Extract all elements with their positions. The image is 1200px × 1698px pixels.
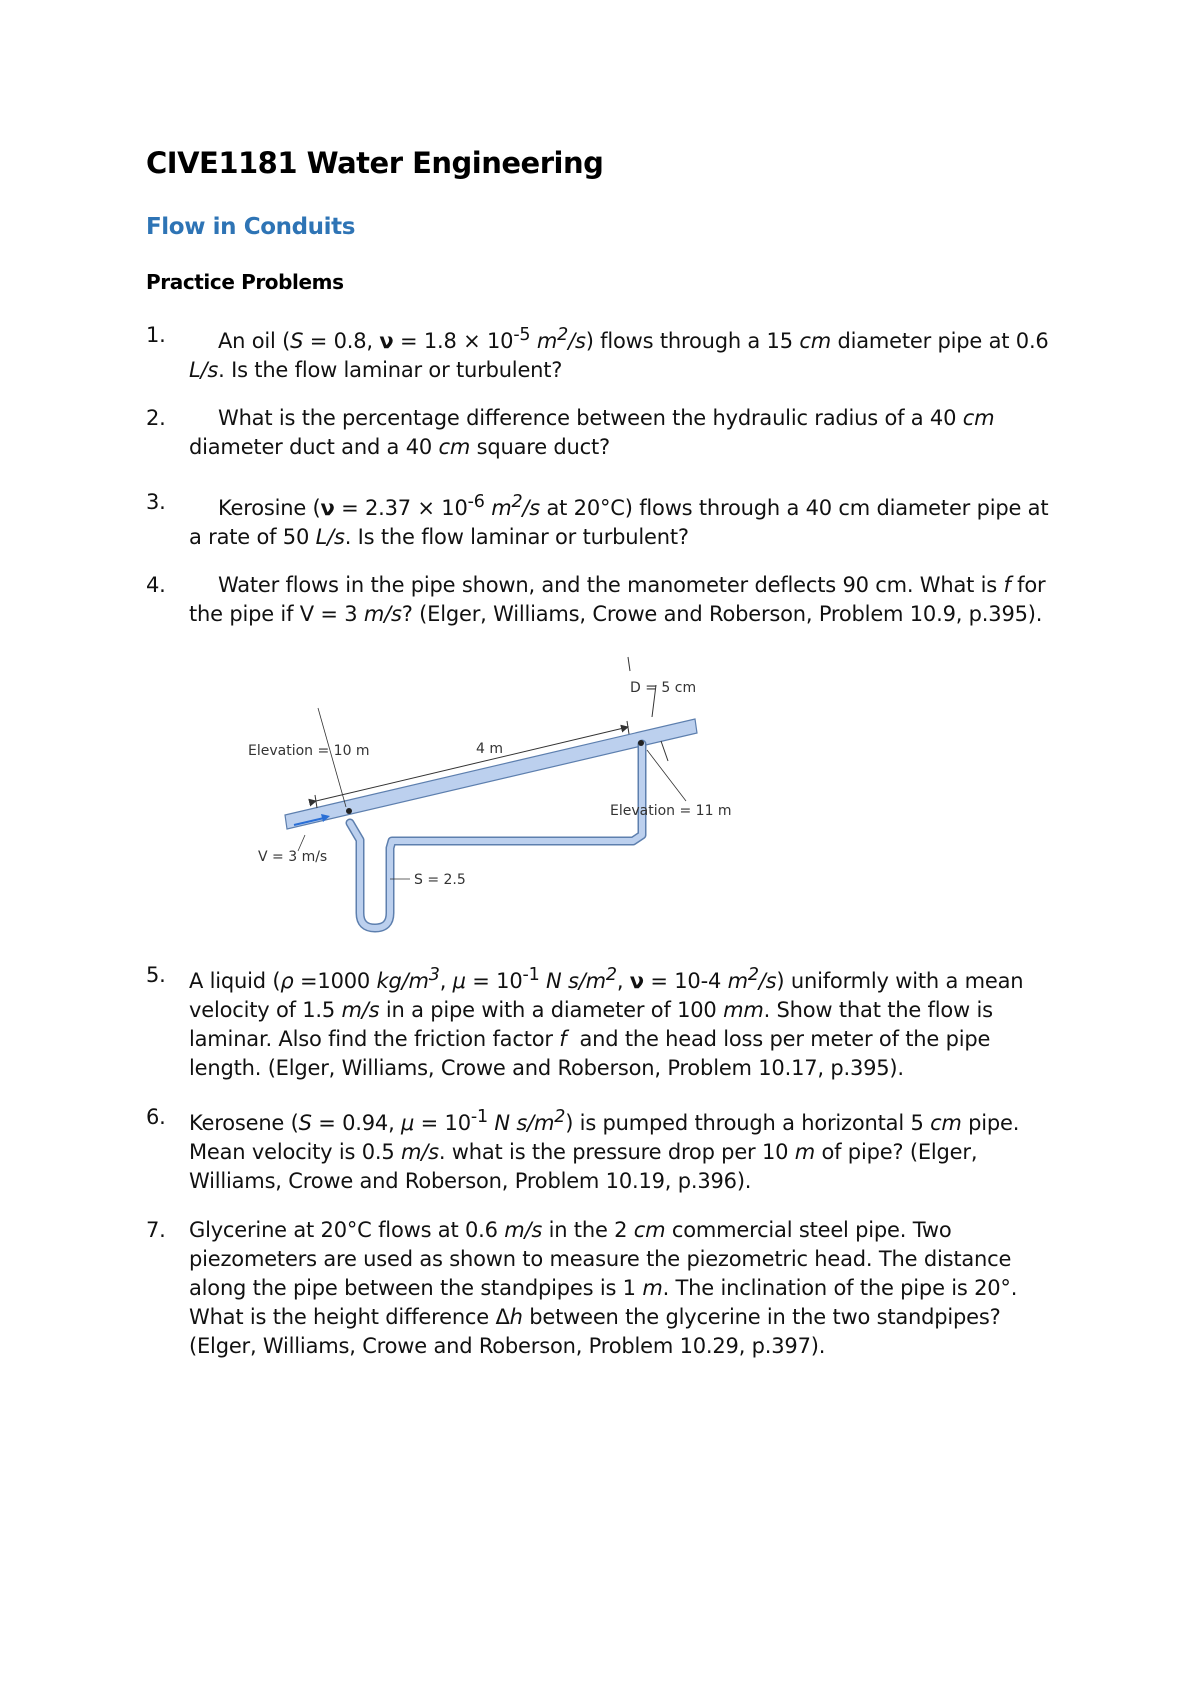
diameter-leader: [628, 657, 630, 671]
problem-number: 3.: [146, 490, 166, 514]
section-heading: Practice Problems: [146, 270, 344, 294]
tap-point-right: [638, 740, 644, 746]
tap-point-left: [346, 808, 352, 814]
problem-text: Water flows in the pipe shown, and the manometer deflects 90 cm. What is f for the pipe if V = 3 m/s? (Elger, Williams, Crowe and Roberson, Problem 10.9, p.395).: [189, 573, 1046, 626]
specific-gravity-label: S = 2.5: [414, 872, 466, 888]
elevation-right-label: Elevation = 11 m: [610, 803, 732, 819]
diameter-label: D = 5 cm: [630, 680, 697, 696]
problem-1: [146, 321, 1066, 385]
problem-number: 1.: [146, 323, 166, 347]
problem-number: 5.: [146, 963, 166, 987]
document-title: CIVE1181 Water Engineering: [146, 146, 604, 180]
problem-text: What is the percentage difference between the hydraulic radius of a 40 cm diameter duct and a 40 cm square duct?: [189, 406, 995, 459]
dimension-tick-left: [315, 795, 317, 808]
problem-4: [146, 571, 1066, 629]
problem-7: [146, 1216, 1066, 1361]
document-subtitle: Flow in Conduits: [146, 214, 355, 240]
problem-text: An oil (S = 0.8, $\nu = 1.8 \times 10^{-5}$ $m^2/s$) flows through a 15 cm diameter pipe at 0.6 L/s. Is the flow laminar or turbulent?: [189, 325, 1049, 382]
velocity-label: V = 3 m/s: [258, 849, 328, 865]
problem-text: Kerosene (S = 0.94, $\mu = 10^{-1}$ N $s/m^2$) is pumped through a horizontal 5 cm pipe. Mean velocity is 0.5 m/s. what is the pressure drop per 10 m of pipe? (Elger, Williams, Crowe and Roberson, Problem 10.19, p.396).: [189, 1107, 1020, 1193]
problem-2: [146, 404, 1066, 462]
manometer-diagram: [248, 675, 738, 937]
problem-3: [146, 488, 1066, 552]
problem-5: [146, 961, 1066, 1083]
diameter-arrow-bottom: [661, 741, 668, 761]
problem-6: [146, 1103, 1066, 1196]
problem-number: 2.: [146, 406, 166, 430]
problem-number: 7.: [146, 1218, 166, 1242]
manometer-figure: [248, 675, 738, 941]
problem-number: 6.: [146, 1105, 166, 1129]
problem-text: A liquid (ρ =1000 $kg/m^3$, $\mu = 10^{-1}$ N $s/m^2$, ν = 10-4 $m^2/s$) uniformly with a mean velocity of 1.5 m/s in a pipe with a diameter of 100 mm. Show that the flow is laminar. Also find the friction factor f and the head loss per meter of the pipe length. (Elger, Williams, Crowe and Roberson, Problem 10.17, p.395).: [189, 965, 1024, 1080]
length-dimension-line: [316, 727, 628, 801]
problem-text: Kerosine ($\nu = 2.37 \times 10^{-6}$ $m^2/s$ at 20°C) flows through a 40 cm diameter pipe at a rate of 50 L/s. Is the flow laminar or turbulent?: [189, 492, 1049, 549]
length-label: 4 m: [476, 741, 503, 757]
problem-text: Glycerine at 20°C flows at 0.6 m/s in the 2 cm commercial steel pipe. Two piezometers are used as shown to measure the piezometric head. The distance along the pipe between the standpipes is 1 m. The inclination of the pipe is 20°. What is the height difference Δh between the glycerine in the two standpipes? (Elger, Williams, Crowe and Roberson, Problem 10.29, p.397).: [189, 1218, 1018, 1358]
elevation-left-label: Elevation = 10 m: [248, 743, 370, 759]
problem-number: 4.: [146, 573, 166, 597]
